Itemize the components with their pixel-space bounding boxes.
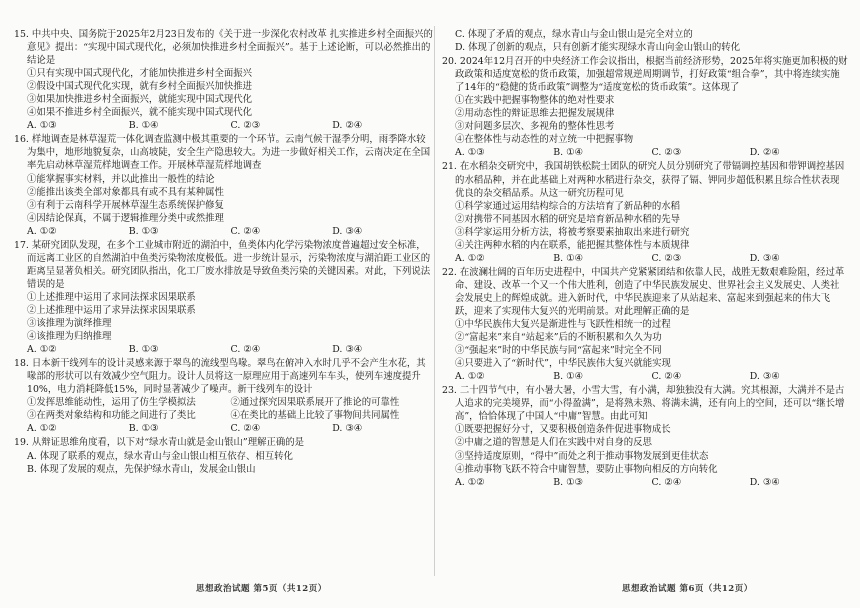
page-footer-right: 思想政治试题 第6页（共12页） bbox=[622, 584, 753, 594]
answer-option[interactable]: A. ①② bbox=[455, 252, 485, 264]
answer-choices bbox=[14, 119, 434, 132]
answer-option[interactable]: D. ③④ bbox=[332, 225, 363, 237]
statement-pair-row bbox=[14, 409, 434, 422]
answer-option[interactable]: B. ①④ bbox=[553, 252, 583, 264]
question-block bbox=[442, 160, 848, 264]
statement-item: ③有利于云南科学开展林草湿生态系统保护修复 bbox=[27, 199, 224, 211]
statement-item: ①能掌握事实材料，并以此推出一般性的结论 bbox=[27, 173, 215, 185]
answer-option[interactable]: A. ①② bbox=[27, 423, 57, 435]
question-block bbox=[14, 436, 434, 475]
answer-option[interactable]: A. ①② bbox=[27, 225, 57, 237]
statement-item: ①在实践中把握事物整体的绝对性要求 bbox=[455, 95, 615, 107]
statement-item: ①既要把握好分寸，又要积极创造条件促进事物成长 bbox=[455, 424, 671, 436]
answer-option[interactable]: C. ②③ bbox=[651, 252, 682, 264]
page-footer-left: 思想政治试题 第5页（共12页） bbox=[196, 584, 327, 594]
statement-item: ②通过探究因果联系展开了推论的可靠性 bbox=[230, 397, 400, 409]
answer-option[interactable]: D. ③④ bbox=[749, 476, 780, 488]
answer-option[interactable]: A. ①③ bbox=[455, 147, 485, 159]
statement-item: ①只有实现中国式现代化，才能加快推进乡村全面振兴 bbox=[27, 68, 253, 80]
answer-choices bbox=[442, 476, 848, 489]
answer-option[interactable]: B. ①③ bbox=[128, 344, 159, 356]
question-stem: 19. 从辩证思维角度看，以下对“绿水青山就是金山银山”理解正确的是 bbox=[14, 437, 304, 449]
statement-item: ②假设中国式现代化实现，就有乡村全面振兴加快推进 bbox=[27, 81, 253, 93]
statement-item: ④在整体性与动态性的对立统一中把握事物 bbox=[455, 134, 634, 146]
question-stem: 22. 在波澜壮阔的百年历史进程中，中国共产党紧紧团结和依靠人民，战胜无数艰难险阻，经过革命、建设、改革一个又一个伟大胜利，创造了中华民族发展史、世界社会主义发展史、人类社会发展史上的辉煌成就。进入新时代，中华民族迎来了从站起来、富起来到强起来的伟大飞跃，迎来了实现伟大复兴的光明前景。对此理解正确的是 bbox=[442, 266, 845, 317]
statement-item: ①科学家通过运用结构综合的方法培育了新品种的水稻 bbox=[455, 200, 681, 212]
answer-option[interactable]: D. ③④ bbox=[749, 371, 780, 383]
question-block bbox=[442, 55, 848, 159]
question-stem: 18. 日本新干线列车的设计灵感来源于翠鸟的流线型鸟喙。翠鸟在俯冲入水时几乎不会产生水花，其喙部的形状可以有效减少空气阻力。设计人员将这一原理应用于高速列车车头，使列车速度提升10%，电力消耗降低15%，同时显著减少了噪声。新干线列车的设计 bbox=[14, 358, 426, 396]
statement-item: ③该推理为演绎推理 bbox=[27, 318, 112, 330]
answer-option[interactable]: B. ①③ bbox=[553, 476, 583, 488]
left-column bbox=[14, 28, 434, 477]
statement-item: C. 体现了矛盾的观点，绿水青山与金山银山是完全对立的 bbox=[455, 29, 693, 40]
question-stem: 15. 中共中央、国务院于2025年2月23日发布的《关于进一步深化农村改革 扎实推进乡村全面振兴的意见》提出：“实现中国式现代化，必须加快推进乡村全面振兴”。基于上述论断，可以必然推出的结论是 bbox=[14, 29, 433, 67]
answer-option[interactable]: B. ①④ bbox=[128, 120, 159, 132]
statement-item: ①中华民族伟大复兴是渐进性与飞跃性相统一的过程 bbox=[455, 319, 671, 331]
answer-option[interactable]: B. ①④ bbox=[553, 371, 583, 383]
statement-item: ③“强起来”时的中华民族与同“富起来”时完全不同 bbox=[455, 345, 662, 357]
statement-item: ③科学家运用分析方法，将被考察要素抽取出来进行研究 bbox=[455, 226, 690, 238]
statement-item: ④因结论保真，不属于逻辑推理分类中或然推理 bbox=[27, 212, 224, 224]
question-stem: 16. 样地调查是林草湿荒一体化调查监测中极其重要的一个环节。云南气候干湿季分明，雨季降水较为集中，地形地貌复杂，山高坡陡，安全生产隐患较大。为进一步做好相关工作，云南决定在全国率先启动林草湿荒样地调查工作。开展林草湿荒样地调查 bbox=[14, 134, 431, 172]
statement-item: ③在两类对象结构和功能之间进行了类比 bbox=[27, 410, 196, 422]
answer-option[interactable]: A. ①② bbox=[455, 476, 485, 488]
statement-item: ②“富起来”来自“站起来”后的不断积累和久久为功 bbox=[455, 332, 662, 344]
statement-item: ②用动态性的辩证思维去把握发展规律 bbox=[455, 108, 615, 120]
statement-item: ①发挥思维能动性，运用了仿生学模拟法 bbox=[27, 397, 196, 409]
question-block bbox=[14, 239, 434, 356]
statement-item: ②对携带不同基因水稻的研究是培育新品种水稻的先导 bbox=[455, 213, 681, 225]
statement-item: ②中庸之道的智慧是人们在实践中对自身的反思 bbox=[455, 437, 652, 449]
answer-option[interactable]: C. ②④ bbox=[230, 225, 261, 237]
statement-item: ④如果不推进乡村全面振兴，就不能实现中国式现代化 bbox=[27, 107, 253, 119]
answer-choices bbox=[14, 422, 434, 435]
answer-option[interactable]: C. ②④ bbox=[230, 344, 261, 356]
answer-option[interactable]: B. ①③ bbox=[128, 423, 159, 435]
answer-option[interactable]: D. ②④ bbox=[749, 147, 780, 159]
answer-option[interactable]: A. ①② bbox=[455, 371, 485, 383]
question-stem: 20. 2024年12月召开的中央经济工作会议指出，根据当前经济形势，2025年将实施更加积极的财政政策和适度宽松的货币政策，加强超常规逆周期调节，打好政策“组合拳”，其中将连续实施了14年的“稳健的货币政策”调整为“适度宽松的货币政策”。这体现了 bbox=[442, 56, 848, 94]
statement-pair-row bbox=[14, 396, 434, 409]
statement-item: ③如果加快推进乡村全面振兴，就能实现中国式现代化 bbox=[27, 94, 253, 106]
statement-item: D. 体现了创新的观点，只有创新才能实现绿水青山向金山银山的转化 bbox=[455, 42, 741, 54]
answer-choices bbox=[442, 146, 848, 159]
question-block bbox=[442, 384, 848, 488]
question-block bbox=[442, 266, 848, 383]
answer-option[interactable]: A. ①② bbox=[27, 344, 57, 356]
statement-item: B. 体现了发展的观点，先保护绿水青山，发展金山银山 bbox=[27, 463, 256, 475]
question-stem: 23. 二十四节气中，有小暑大暑，小雪大雪，有小满，却独独没有大满。究其根源，大满并不是古人追求的完美境界，而“小得盈满”，是将熟未熟、将满未满，还有向上的空间，还可以“继长增高”，恰恰体现了中国人“中庸”智慧。由此可知 bbox=[442, 385, 845, 423]
answer-option[interactable]: C. ②④ bbox=[651, 476, 682, 488]
statement-item: ④关注两种水稻的内在联系，能把握其整体性与本质规律 bbox=[455, 239, 690, 251]
answer-option[interactable]: C. ②③ bbox=[230, 120, 261, 132]
answer-choices bbox=[14, 225, 434, 238]
statement-item: ③坚持适度原则，“得中”而处之利于推动事物发展到更佳状态 bbox=[455, 450, 709, 462]
question-stem: 17. 某研究团队发现，在多个工业城市附近的湖泊中，鱼类体内化学污染物浓度普遍超过安全标准，而远离工业区的自然湖泊中鱼类污染物浓度极低。进一步统计显示，污染物浓度与湖泊距工业区的距离呈显著负相关。研究团队指出，化工厂废水排放是导致鱼类污染的关键因素。对此，下列说法错误的是 bbox=[14, 239, 431, 290]
answer-option[interactable]: A. ①③ bbox=[27, 120, 57, 132]
answer-option[interactable]: C. ②③ bbox=[651, 147, 682, 159]
question-block bbox=[14, 133, 434, 237]
answer-option[interactable]: C. ②④ bbox=[651, 371, 682, 383]
statement-item: ②上述推理中运用了求异法探求因果联系 bbox=[27, 304, 196, 316]
statement-item: ④推动事物飞跃不符合中庸智慧，要防止事物向相反的方向转化 bbox=[455, 463, 718, 475]
statement-item: ①上述推理中运用了求同法探求因果联系 bbox=[27, 291, 196, 303]
statement-item: A. 体现了联系的观点，绿水青山与金山银山相互依存、相互转化 bbox=[27, 450, 293, 462]
question-block bbox=[14, 28, 434, 132]
question-stem: 21. 在水稻杂交研究中，我国胡铁松院士团队的研究人员分别研究了带镉调控基因和带钾调控基因的水稻品种，并在此基础上对两种水稻进行杂交，获得了镉、钾同步超低积累且综合性状表现优良的杂交稻品系。从这一研究历程可见 bbox=[442, 161, 845, 199]
answer-option[interactable]: C. ②④ bbox=[230, 423, 261, 435]
answer-option[interactable]: D. ②④ bbox=[332, 120, 363, 132]
column-divider bbox=[434, 26, 435, 576]
statement-item: ④只要进入了“新时代”，中华民族伟大复兴就能实现 bbox=[455, 358, 671, 370]
statement-item: ③对问题多层次、多视角的整体性思考 bbox=[455, 121, 615, 133]
statement-item: ④该推理为归纳推理 bbox=[27, 331, 112, 343]
answer-option[interactable]: D. ③④ bbox=[332, 423, 363, 435]
question-block bbox=[14, 357, 434, 435]
answer-option[interactable]: B. ①④ bbox=[553, 147, 583, 159]
answer-option[interactable]: B. ①③ bbox=[128, 225, 159, 237]
right-column bbox=[442, 28, 848, 490]
answer-choices bbox=[442, 252, 848, 265]
answer-choices bbox=[14, 343, 434, 356]
question-block bbox=[442, 28, 848, 54]
statement-item: ②能推出该类全部对象都具有或不具有某种属性 bbox=[27, 186, 224, 198]
answer-choices bbox=[442, 370, 848, 383]
statement-item: ④在类比的基础上比较了事物间共同属性 bbox=[230, 410, 400, 422]
answer-option[interactable]: D. ③④ bbox=[749, 252, 780, 264]
answer-option[interactable]: D. ③④ bbox=[332, 344, 363, 356]
